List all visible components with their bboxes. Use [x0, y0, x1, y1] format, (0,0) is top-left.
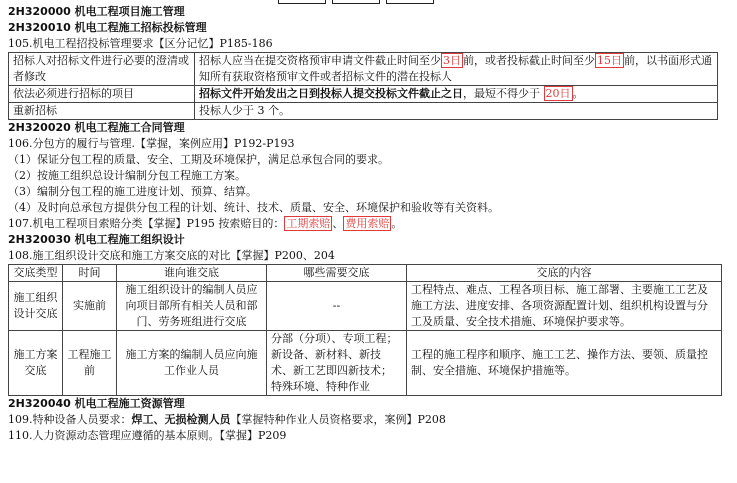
table-cell: 投标人少于 3 个。 [195, 103, 718, 120]
item-108: 108.施工组织设计交底和施工方案交底的对比【掌握】P200、204 [8, 249, 335, 262]
item-109 [8, 412, 732, 428]
item-105: 105.机电工程招投标管理要求【区分记忆】P185-186 [8, 37, 273, 50]
heading-section-contract: 2H320020 机电工程施工合同管理 [8, 121, 185, 134]
column-header: 交底类型 [9, 265, 63, 282]
column-header: 时间 [63, 265, 117, 282]
cell-text: ，最短不得少于 [463, 87, 540, 100]
list-item: （2）按施工组织总设计编制分包工程施工方案。 [8, 169, 246, 182]
table-row [9, 103, 718, 120]
list-item: （1）保证分包工程的质量、安全、工期及环境保护，满足总承包合同的要求。 [8, 153, 389, 166]
item-text: 109.特种设备人员要求： [8, 413, 132, 426]
highlight-schedule-claim: 工期索赔 [286, 217, 331, 230]
table-cell: -- [267, 282, 407, 331]
list-item: （3）编制分包工程的施工进度计划、预算、结算。 [8, 185, 257, 198]
table-row [9, 53, 718, 86]
table-cell: 工程施工前 [63, 331, 117, 396]
heading-section-organization: 2H320030 机电工程施工组织设计 [8, 233, 185, 246]
highlight-15-days: 15日 [597, 54, 622, 67]
table-cell: 施工组织设计的编制人员应向项目部所有相关人员和部门、劳务班组进行交底 [117, 282, 267, 331]
highlight-cost-claim: 费用索赔 [345, 217, 390, 230]
highlight-20-days: 20日 [545, 87, 571, 100]
cell-text: 前，或者投标截止时间至少 [463, 54, 595, 67]
bidding-table [8, 52, 718, 120]
table-cell [195, 86, 718, 103]
table-cell: 施工方案交底 [9, 331, 63, 396]
table-cell: 依法必须进行招标的项目 [9, 86, 195, 103]
heading-section-resources: 2H320040 机电工程施工资源管理 [8, 397, 185, 410]
table-cell: 分部（分项）、专项工程；新设备、新材料、新技术、新工艺即四新技术；特殊环境、特种作业 [267, 331, 407, 396]
list-item: （4）及时向总承包方提供分包工程的计划、统计、技术、质量、安全、环境保护和验收等有关资料。 [8, 201, 499, 214]
table-cell: 施工方案的编制人员应向施工作业人员 [117, 331, 267, 396]
table-row [9, 331, 722, 396]
heading-section-bidding: 2H320010 机电工程施工招标投标管理 [8, 21, 207, 34]
item-107 [8, 216, 732, 232]
item-110: 110.人力资源动态管理应遵循的基本原则。【掌握】P209 [8, 429, 287, 442]
item-text: 107.机电工程项目索赔分类【掌握】P195 按索赔目的： [8, 217, 285, 230]
item-106: 106.分包方的履行与管理.【掌握，案例应用】P192-P193 [8, 137, 295, 150]
item-text: 【掌握特种作业人员资格要求，案例】P208 [230, 413, 446, 426]
cell-bold-text: 招标文件开始发出之日到投标人提交投标文件截止之日 [199, 87, 463, 100]
table-cell: 重新招标 [9, 103, 195, 120]
table-cell: 招标人对招标文件进行必要的澄清或者修改 [9, 53, 195, 86]
table-row [9, 86, 718, 103]
heading-chapter: 2H320000 机电工程项目施工管理 [8, 5, 185, 18]
column-header: 哪些需要交底 [267, 265, 407, 282]
cell-text: 。 [572, 87, 584, 100]
table-cell: 施工组织设计交底 [9, 282, 63, 331]
table-cell: 工程的施工程序和顺序、施工工艺、操作方法、要领、质量控制、安全措施、环境保护措施等。 [407, 331, 722, 396]
table-cell: 工程特点、难点、工程各项目标、施工部署、主要施工工艺及施工方法、进度安排、各项资源配置计划、组织机构设置与分工及质量、安全技术措施、环境保护要求等。 [407, 282, 722, 331]
document [8, 4, 732, 444]
cell-text: 前，以书面形式通知所有获取资格预审文件或者招标文件的潜在投标人 [199, 54, 712, 83]
item-text: 、 [332, 217, 344, 230]
cell-text: 招标人应当在提交资格预审申请文件截止时间至少 [199, 54, 441, 67]
item-text: 。 [391, 217, 403, 230]
column-header: 交底的内容 [407, 265, 722, 282]
item-bold-text: 焊工、无损检测人员 [131, 413, 231, 426]
table-cell: 实施前 [63, 282, 117, 331]
table-cell [195, 53, 718, 86]
column-header: 谁向谁交底 [117, 265, 267, 282]
highlight-3-days: 3日 [443, 54, 461, 67]
table-row [9, 282, 722, 331]
table-header-row [9, 265, 722, 282]
briefing-table [8, 264, 722, 396]
